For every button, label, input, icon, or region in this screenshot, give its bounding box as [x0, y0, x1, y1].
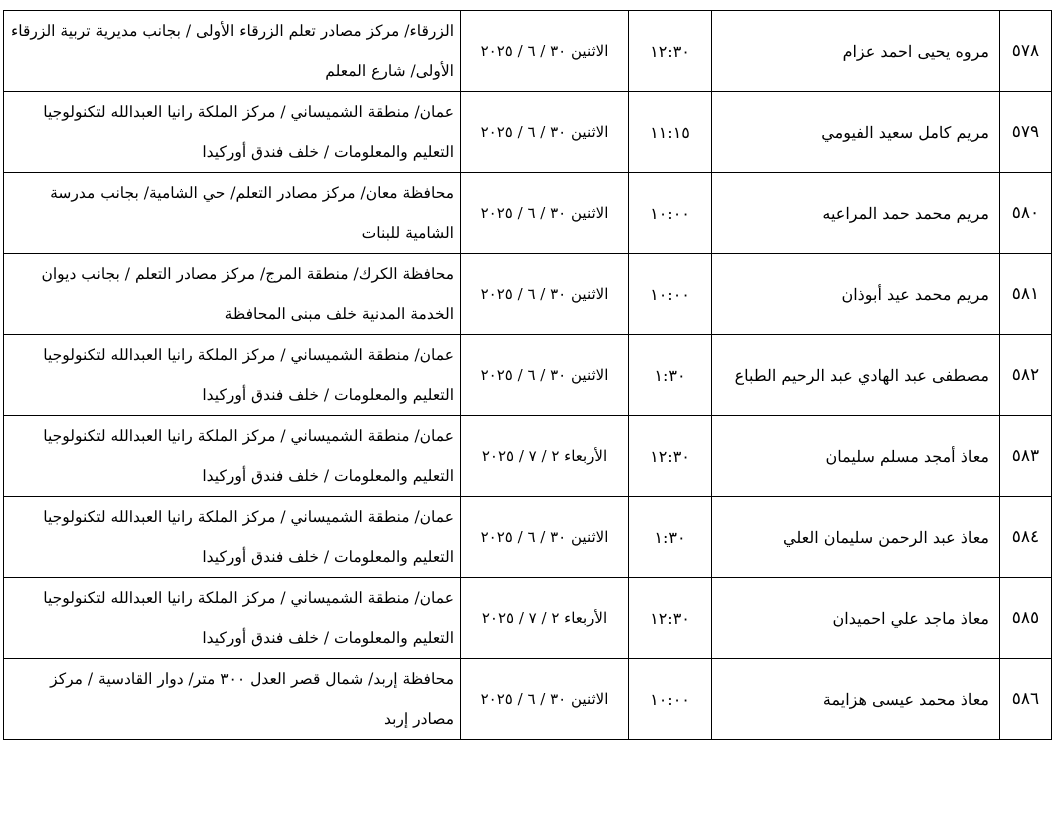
exam-date: الاثنين ٣٠ / ٦ / ٢٠٢٥ — [461, 92, 629, 173]
schedule-table-body — [4, 11, 1052, 740]
exam-location: عمان/ منطقة الشميساني / مركز الملكة رانيا العبدالله لتكنولوجيا التعليم والمعلومات / خلف فندق أوركيدا — [4, 497, 461, 578]
exam-time: ١٠:٠٠ — [629, 254, 712, 335]
exam-location: الزرقاء/ مركز مصادر تعلم الزرقاء الأولى / بجانب مديرية تربية الزرقاء الأولى/ شارع المعلم — [4, 11, 461, 92]
table-row — [4, 173, 1052, 254]
candidate-name: مصطفى عبد الهادي عبد الرحيم الطباع — [712, 335, 1000, 416]
exam-date: الاثنين ٣٠ / ٦ / ٢٠٢٥ — [461, 173, 629, 254]
table-row — [4, 11, 1052, 92]
row-number: ٥٨١ — [1000, 254, 1052, 335]
exam-location: محافظة معان/ مركز مصادر التعلم/ حي الشامية/ بجانب مدرسة الشامية للبنات — [4, 173, 461, 254]
exam-time: ١٢:٣٠ — [629, 578, 712, 659]
exam-date: الاثنين ٣٠ / ٦ / ٢٠٢٥ — [461, 254, 629, 335]
exam-date: الاثنين ٣٠ / ٦ / ٢٠٢٥ — [461, 659, 629, 740]
row-number: ٥٧٨ — [1000, 11, 1052, 92]
candidate-name: معاذ محمد عيسى هزايمة — [712, 659, 1000, 740]
exam-date: الاثنين ٣٠ / ٦ / ٢٠٢٥ — [461, 335, 629, 416]
exam-date: الأربعاء ٢ / ٧ / ٢٠٢٥ — [461, 578, 629, 659]
candidate-name: معاذ عبد الرحمن سليمان العلي — [712, 497, 1000, 578]
table-row — [4, 254, 1052, 335]
row-number: ٥٨٣ — [1000, 416, 1052, 497]
row-number: ٥٨٥ — [1000, 578, 1052, 659]
exam-location: محافظة إربد/ شمال قصر العدل ٣٠٠ متر/ دوار القادسية / مركز مصادر إربد — [4, 659, 461, 740]
candidate-name: معاذ ماجد علي احميدان — [712, 578, 1000, 659]
exam-time: ١٢:٣٠ — [629, 11, 712, 92]
candidate-name: مروه يحيى احمد عزام — [712, 11, 1000, 92]
exam-location: محافظة الكرك/ منطقة المرج/ مركز مصادر التعلم / بجانب ديوان الخدمة المدنية خلف مبنى المحافظة — [4, 254, 461, 335]
table-row — [4, 335, 1052, 416]
table-row — [4, 416, 1052, 497]
candidate-name: مريم كامل سعيد الفيومي — [712, 92, 1000, 173]
schedule-table — [3, 10, 1052, 740]
row-number: ٥٧٩ — [1000, 92, 1052, 173]
exam-time: ١١:١٥ — [629, 92, 712, 173]
table-row — [4, 497, 1052, 578]
row-number: ٥٨٠ — [1000, 173, 1052, 254]
exam-date: الاثنين ٣٠ / ٦ / ٢٠٢٥ — [461, 11, 629, 92]
exam-location: عمان/ منطقة الشميساني / مركز الملكة رانيا العبدالله لتكنولوجيا التعليم والمعلومات / خلف فندق أوركيدا — [4, 578, 461, 659]
table-row — [4, 578, 1052, 659]
row-number: ٥٨٤ — [1000, 497, 1052, 578]
candidate-name: معاذ أمجد مسلم سليمان — [712, 416, 1000, 497]
exam-time: ١:٣٠ — [629, 497, 712, 578]
exam-date: الأربعاء ٢ / ٧ / ٢٠٢٥ — [461, 416, 629, 497]
exam-time: ١٠:٠٠ — [629, 173, 712, 254]
exam-time: ١:٣٠ — [629, 335, 712, 416]
row-number: ٥٨٢ — [1000, 335, 1052, 416]
exam-time: ١٠:٠٠ — [629, 659, 712, 740]
candidate-name: مريم محمد حمد المراعيه — [712, 173, 1000, 254]
exam-location: عمان/ منطقة الشميساني / مركز الملكة رانيا العبدالله لتكنولوجيا التعليم والمعلومات / خلف فندق أوركيدا — [4, 92, 461, 173]
row-number: ٥٨٦ — [1000, 659, 1052, 740]
table-row — [4, 659, 1052, 740]
candidate-name: مريم محمد عيد أبوذان — [712, 254, 1000, 335]
exam-location: عمان/ منطقة الشميساني / مركز الملكة رانيا العبدالله لتكنولوجيا التعليم والمعلومات / خلف فندق أوركيدا — [4, 335, 461, 416]
table-row — [4, 92, 1052, 173]
exam-location: عمان/ منطقة الشميساني / مركز الملكة رانيا العبدالله لتكنولوجيا التعليم والمعلومات / خلف فندق أوركيدا — [4, 416, 461, 497]
exam-date: الاثنين ٣٠ / ٦ / ٢٠٢٥ — [461, 497, 629, 578]
exam-time: ١٢:٣٠ — [629, 416, 712, 497]
